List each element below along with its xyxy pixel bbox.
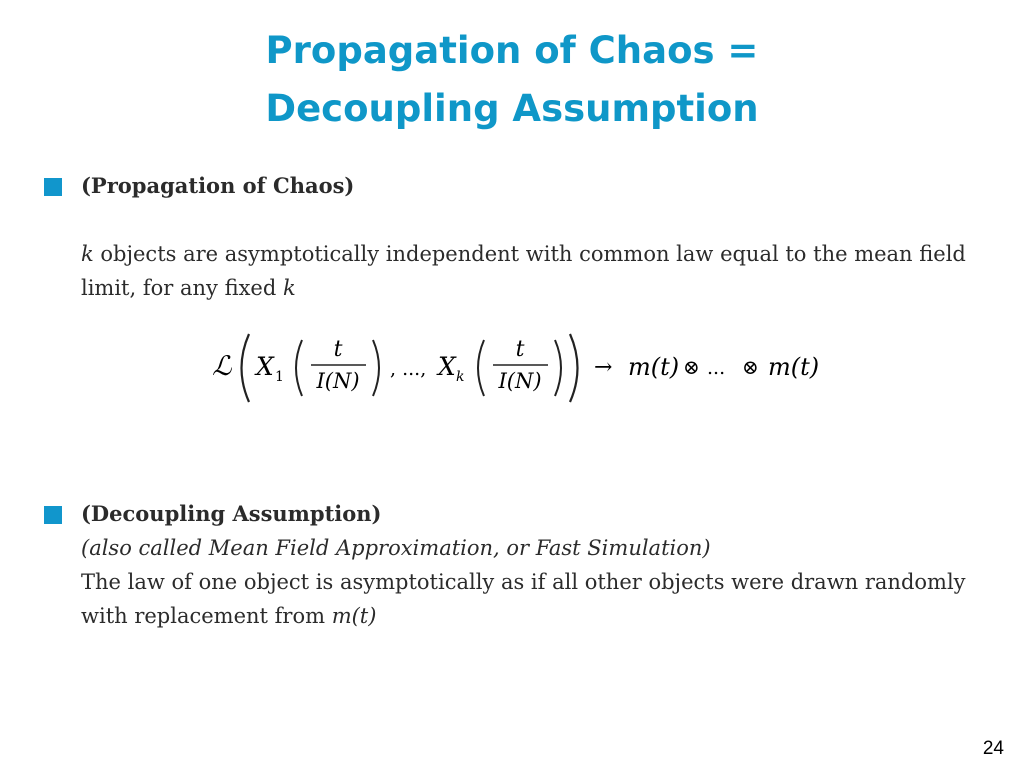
- x-1-subscript: 1: [275, 369, 284, 385]
- slide-title: [0, 22, 1024, 138]
- outer-left-paren: [242, 334, 250, 402]
- otimes-symbol-2: ⊗: [742, 355, 759, 379]
- bullet-square-icon: [44, 178, 62, 196]
- bullet-square-icon: [44, 506, 62, 524]
- denominator-2: I(N): [498, 369, 542, 393]
- slide-title-line-2: Decoupling Assumption: [265, 87, 759, 130]
- numerator-1: t: [333, 337, 343, 362]
- right-arrow: →: [594, 355, 613, 380]
- section-2-text: The law of one object is asymptotically as if all other objects were drawn randomly with replacement from: [81, 570, 966, 628]
- ellipsis-dots: ...: [707, 357, 726, 379]
- variable-k: k: [81, 242, 94, 266]
- m-of-t-first: m(t): [628, 353, 680, 381]
- inner-right-paren-1: [373, 340, 379, 396]
- x-k-subscript: k: [456, 369, 465, 385]
- x-1: X: [256, 352, 274, 381]
- otimes-symbol-1: ⊗: [683, 355, 700, 379]
- m-of-t-last: m(t): [768, 353, 820, 381]
- section-decoupling-assumption: [81, 497, 991, 633]
- inner-left-paren-1: [296, 340, 302, 396]
- inner-right-paren-2: [555, 340, 561, 396]
- numerator-2: t: [515, 337, 525, 362]
- law-symbol: ℒ: [212, 351, 232, 382]
- section-2-body: [81, 565, 991, 633]
- ellipsis-separator: , ...,: [390, 358, 427, 380]
- section-2-subtitle: (also called Mean Field Approximation, or Fast Simulation): [81, 536, 711, 560]
- inner-left-paren-2: [478, 340, 484, 396]
- section-1-heading: (Propagation of Chaos): [81, 173, 355, 198]
- propagation-of-chaos-equation: [212, 328, 832, 408]
- section-2-heading: (Decoupling Assumption): [81, 501, 382, 526]
- outer-right-paren: [570, 334, 578, 402]
- m-of-t-inline: m(t): [331, 604, 377, 628]
- x-k: X: [438, 352, 456, 381]
- section-1-text: objects are asymptotically independent with common law equal to the mean field limit, for any fixed: [81, 242, 966, 300]
- denominator-1: I(N): [316, 369, 360, 393]
- section-propagation-of-chaos: [81, 169, 991, 305]
- variable-k-end: k: [282, 276, 296, 300]
- spacer: [81, 203, 991, 237]
- page-number: 24: [982, 738, 1004, 759]
- slide-title-line-1: Propagation of Chaos =: [265, 29, 759, 72]
- section-1-body: [81, 237, 991, 305]
